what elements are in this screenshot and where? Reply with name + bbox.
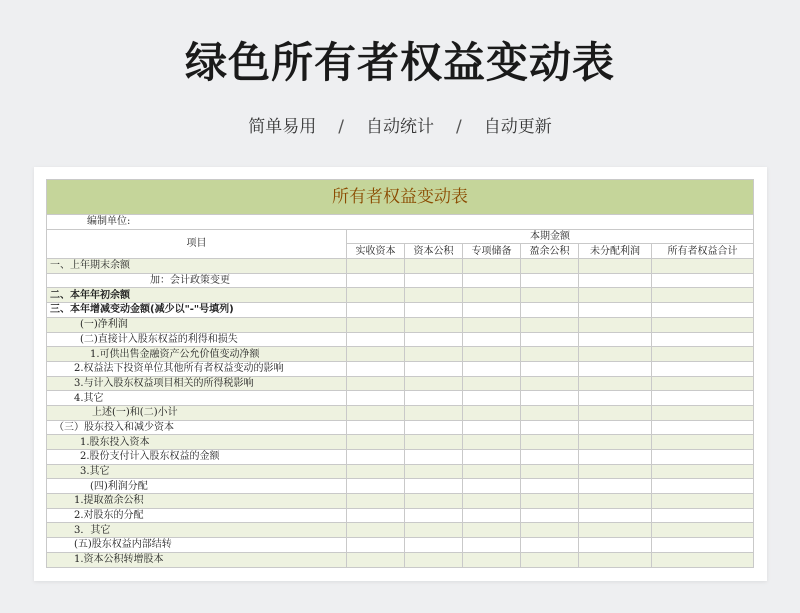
value-cell[interactable] <box>463 494 521 509</box>
row-label: 2.权益法下投资单位其他所有者权益变动的影响 <box>47 361 347 376</box>
value-cell[interactable] <box>405 376 463 391</box>
value-cell[interactable] <box>463 361 521 376</box>
feature-easy: 简单易用 <box>248 117 317 137</box>
value-cell[interactable] <box>521 303 579 318</box>
table-row <box>47 376 754 391</box>
value-cell[interactable] <box>579 435 652 450</box>
value-cell[interactable] <box>652 420 754 435</box>
value-cell[interactable] <box>405 420 463 435</box>
value-cell[interactable] <box>405 508 463 523</box>
row-label: 3．其它 <box>47 523 347 538</box>
column-header: 盈余公积 <box>521 244 579 259</box>
row-label: 1.提取盈余公积 <box>47 494 347 509</box>
value-cell[interactable] <box>405 552 463 567</box>
value-cell[interactable] <box>347 405 405 420</box>
value-cell[interactable] <box>579 450 652 465</box>
value-cell[interactable] <box>521 317 579 332</box>
value-cell[interactable] <box>405 523 463 538</box>
value-cell[interactable] <box>347 376 405 391</box>
value-cell[interactable] <box>579 479 652 494</box>
value-cell[interactable] <box>521 347 579 362</box>
value-cell[interactable] <box>652 450 754 465</box>
table-row <box>47 405 754 420</box>
value-cell[interactable] <box>652 288 754 303</box>
value-cell[interactable] <box>579 494 652 509</box>
value-cell[interactable] <box>463 552 521 567</box>
value-cell[interactable] <box>652 552 754 567</box>
row-label: (五)股东权益内部结转 <box>47 538 347 553</box>
separator: / <box>456 117 462 137</box>
table-row <box>47 259 754 274</box>
row-label: 1.资本公积转增股本 <box>47 552 347 567</box>
table-row <box>47 288 754 303</box>
value-cell[interactable] <box>347 464 405 479</box>
item-column-header: 项目 <box>47 229 347 258</box>
value-cell[interactable] <box>405 273 463 288</box>
value-cell[interactable] <box>652 479 754 494</box>
value-cell[interactable] <box>463 538 521 553</box>
row-label: 二、本年年初余额 <box>47 288 347 303</box>
value-cell[interactable] <box>652 405 754 420</box>
table-row <box>47 450 754 465</box>
value-cell[interactable] <box>347 538 405 553</box>
value-cell[interactable] <box>405 303 463 318</box>
value-cell[interactable] <box>463 347 521 362</box>
column-header: 所有者权益合计 <box>652 244 754 259</box>
value-cell[interactable] <box>463 391 521 406</box>
row-label: 2.股份支付计入股东权益的金额 <box>47 450 347 465</box>
value-cell[interactable] <box>347 317 405 332</box>
value-cell[interactable] <box>521 508 579 523</box>
row-label: (四)利润分配 <box>47 479 347 494</box>
value-cell[interactable] <box>347 450 405 465</box>
row-label: (一)净利润 <box>47 317 347 332</box>
preparer-label: 编制单位: <box>47 215 754 230</box>
value-cell[interactable] <box>579 464 652 479</box>
value-cell[interactable] <box>463 273 521 288</box>
value-cell[interactable] <box>347 332 405 347</box>
value-cell[interactable] <box>579 317 652 332</box>
row-label: 一、上年期末余额 <box>47 259 347 274</box>
value-cell[interactable] <box>463 435 521 450</box>
value-cell[interactable] <box>347 347 405 362</box>
value-cell[interactable] <box>652 538 754 553</box>
value-cell[interactable] <box>405 332 463 347</box>
value-cell[interactable] <box>521 435 579 450</box>
value-cell[interactable] <box>347 361 405 376</box>
value-cell[interactable] <box>652 361 754 376</box>
value-cell[interactable] <box>405 494 463 509</box>
value-cell[interactable] <box>579 303 652 318</box>
feature-auto-update: 自动更新 <box>483 117 552 137</box>
value-cell[interactable] <box>521 420 579 435</box>
value-cell[interactable] <box>405 347 463 362</box>
table-row <box>47 479 754 494</box>
value-cell[interactable] <box>652 376 754 391</box>
value-cell[interactable] <box>652 317 754 332</box>
value-cell[interactable] <box>463 259 521 274</box>
value-cell[interactable] <box>463 450 521 465</box>
value-cell[interactable] <box>463 464 521 479</box>
value-cell[interactable] <box>347 435 405 450</box>
value-cell[interactable] <box>652 347 754 362</box>
value-cell[interactable] <box>521 376 579 391</box>
table-row <box>47 420 754 435</box>
value-cell[interactable] <box>521 523 579 538</box>
spreadsheet-preview <box>34 167 767 581</box>
row-label: 3.其它 <box>47 464 347 479</box>
value-cell[interactable] <box>579 508 652 523</box>
value-cell[interactable] <box>463 332 521 347</box>
row-label: 3.与计入股东权益项目相关的所得税影响 <box>47 376 347 391</box>
value-cell[interactable] <box>652 273 754 288</box>
feature-tagline <box>0 112 800 137</box>
feature-auto-stats: 自动统计 <box>366 117 434 137</box>
value-cell[interactable] <box>347 420 405 435</box>
value-cell[interactable] <box>652 508 754 523</box>
value-cell[interactable] <box>521 405 579 420</box>
value-cell[interactable] <box>463 508 521 523</box>
value-cell[interactable] <box>579 259 652 274</box>
value-cell[interactable] <box>579 552 652 567</box>
value-cell[interactable] <box>521 288 579 303</box>
value-cell[interactable] <box>405 361 463 376</box>
value-cell[interactable] <box>405 435 463 450</box>
value-cell[interactable] <box>405 288 463 303</box>
table-row <box>47 523 754 538</box>
page-title: 绿色所有者权益变动表 <box>184 38 615 87</box>
value-cell[interactable] <box>463 288 521 303</box>
current-period-header: 本期金额 <box>347 229 754 244</box>
row-label: 1.股东投入资本 <box>47 435 347 450</box>
row-label: （三）股东投入和减少资本 <box>47 420 347 435</box>
value-cell[interactable] <box>463 376 521 391</box>
value-cell[interactable] <box>652 391 754 406</box>
value-cell[interactable] <box>347 288 405 303</box>
value-cell[interactable] <box>347 479 405 494</box>
column-header: 实收资本 <box>347 244 405 259</box>
value-cell[interactable] <box>521 538 579 553</box>
value-cell[interactable] <box>521 450 579 465</box>
value-cell[interactable] <box>579 288 652 303</box>
value-cell[interactable] <box>463 317 521 332</box>
table-row <box>47 361 754 376</box>
value-cell[interactable] <box>405 464 463 479</box>
value-cell[interactable] <box>405 259 463 274</box>
table-row <box>47 332 754 347</box>
value-cell[interactable] <box>521 259 579 274</box>
value-cell[interactable] <box>347 523 405 538</box>
row-label: 加：会计政策变更 <box>47 273 347 288</box>
value-cell[interactable] <box>652 523 754 538</box>
value-cell[interactable] <box>347 494 405 509</box>
table-row <box>47 303 754 318</box>
value-cell[interactable] <box>652 332 754 347</box>
column-header: 资本公积 <box>405 244 463 259</box>
value-cell[interactable] <box>579 347 652 362</box>
table-row <box>47 464 754 479</box>
value-cell[interactable] <box>579 391 652 406</box>
value-cell[interactable] <box>521 464 579 479</box>
table-row <box>47 552 754 567</box>
value-cell[interactable] <box>405 538 463 553</box>
value-cell[interactable] <box>347 391 405 406</box>
separator: / <box>338 117 344 137</box>
value-cell[interactable] <box>405 479 463 494</box>
value-cell[interactable] <box>347 552 405 567</box>
row-label: 三、本年增减变动金额(减少以"-"号填列) <box>47 303 347 318</box>
row-label: 上述(一)和(二)小计 <box>47 405 347 420</box>
value-cell[interactable] <box>405 450 463 465</box>
value-cell[interactable] <box>652 464 754 479</box>
row-label: (二)直接计入股东权益的利得和损失 <box>47 332 347 347</box>
table-row <box>47 317 754 332</box>
value-cell[interactable] <box>521 361 579 376</box>
table-row <box>47 494 754 509</box>
value-cell[interactable] <box>521 391 579 406</box>
value-cell[interactable] <box>347 303 405 318</box>
value-cell[interactable] <box>579 376 652 391</box>
row-label: 4.其它 <box>47 391 347 406</box>
value-cell[interactable] <box>521 494 579 509</box>
value-cell[interactable] <box>579 420 652 435</box>
value-cell[interactable] <box>347 273 405 288</box>
value-cell[interactable] <box>463 420 521 435</box>
sheet-title: 所有者权益变动表 <box>47 180 754 215</box>
value-cell[interactable] <box>579 273 652 288</box>
value-cell[interactable] <box>347 508 405 523</box>
value-cell[interactable] <box>579 538 652 553</box>
table-row <box>47 435 754 450</box>
value-cell[interactable] <box>521 332 579 347</box>
row-label: 2.对股东的分配 <box>47 508 347 523</box>
row-label: 1.可供出售金融资产公允价值变动净额 <box>47 347 347 362</box>
value-cell[interactable] <box>405 391 463 406</box>
table-row <box>47 508 754 523</box>
value-cell[interactable] <box>652 259 754 274</box>
value-cell[interactable] <box>463 303 521 318</box>
value-cell[interactable] <box>521 273 579 288</box>
value-cell[interactable] <box>579 361 652 376</box>
value-cell[interactable] <box>521 552 579 567</box>
table-row <box>47 273 754 288</box>
value-cell[interactable] <box>463 523 521 538</box>
table-row <box>47 538 754 553</box>
equity-table <box>46 179 754 568</box>
value-cell[interactable] <box>463 405 521 420</box>
value-cell[interactable] <box>652 303 754 318</box>
table-row <box>47 391 754 406</box>
value-cell[interactable] <box>405 405 463 420</box>
value-cell[interactable] <box>579 523 652 538</box>
value-cell[interactable] <box>463 479 521 494</box>
value-cell[interactable] <box>405 317 463 332</box>
value-cell[interactable] <box>652 435 754 450</box>
column-header: 专项储备 <box>463 244 521 259</box>
column-header: 未分配利润 <box>579 244 652 259</box>
value-cell[interactable] <box>652 494 754 509</box>
value-cell[interactable] <box>521 479 579 494</box>
value-cell[interactable] <box>579 405 652 420</box>
table-row <box>47 347 754 362</box>
value-cell[interactable] <box>579 332 652 347</box>
value-cell[interactable] <box>347 259 405 274</box>
